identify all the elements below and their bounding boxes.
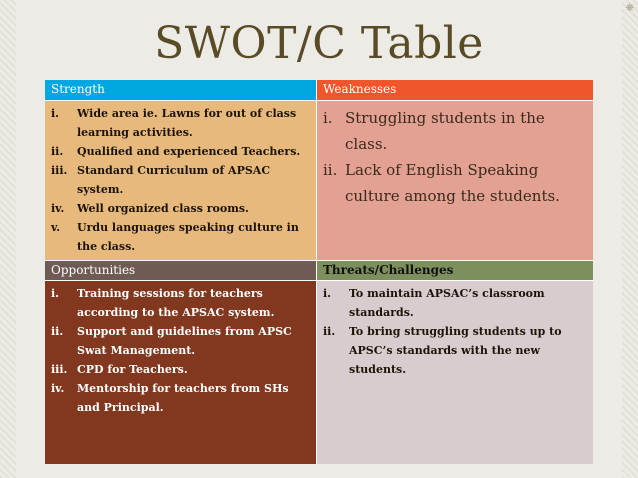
list-item — [51, 161, 310, 199]
list-text: Qualified and experienced Teachers. — [77, 145, 301, 158]
list-number: iv. — [51, 382, 65, 395]
list-text: Well organized class rooms. — [77, 202, 249, 215]
list-number: ii. — [323, 325, 336, 338]
strength-header: Strength — [45, 80, 317, 100]
list-number: ii. — [323, 161, 338, 179]
list-number: i. — [323, 109, 333, 127]
list-item — [323, 157, 587, 209]
list-item — [323, 284, 587, 322]
list-text: Urdu languages speaking culture in the class. — [77, 221, 299, 253]
list-text: Struggling students in the class. — [345, 109, 545, 153]
list-text: Lack of English Speaking culture among the students. — [345, 161, 560, 205]
list-item — [51, 360, 310, 379]
opportunities-cell — [45, 280, 317, 464]
threats-cell — [317, 280, 593, 464]
list-item — [51, 199, 310, 218]
threats-header: Threats/Challenges — [317, 260, 593, 280]
weaknesses-list — [323, 104, 587, 209]
opportunities-header: Opportunities — [45, 260, 317, 280]
list-item — [51, 322, 310, 360]
swot-table — [45, 80, 593, 464]
weaknesses-header: Weaknesses — [317, 80, 593, 100]
list-number: iv. — [51, 202, 65, 215]
list-text: Mentorship for teachers from SHs and Principal. — [77, 382, 289, 414]
list-item — [51, 142, 310, 161]
list-text: To maintain APSAC’s classroom standards. — [349, 287, 545, 319]
list-number: iii. — [51, 363, 68, 376]
corner-ornament-icon: ❋ — [625, 3, 634, 14]
list-text: Training sessions for teachers according to the APSAC system. — [77, 287, 275, 319]
list-text: CPD for Teachers. — [77, 363, 188, 376]
list-text: Support and guidelines from APSC Swat Management. — [77, 325, 292, 357]
threats-list — [323, 284, 587, 379]
strength-list — [51, 104, 310, 256]
list-item — [51, 104, 310, 142]
list-number: i. — [323, 287, 332, 300]
opportunities-list — [51, 284, 310, 417]
strength-cell — [45, 100, 317, 260]
list-number: v. — [51, 221, 61, 234]
list-item — [51, 379, 310, 417]
list-text: To bring struggling students up to APSC’s standards with the new students. — [349, 325, 562, 376]
slide-title: SWOT/C Table — [154, 18, 484, 69]
list-number: i. — [51, 107, 60, 120]
list-number: ii. — [51, 145, 64, 158]
list-item — [51, 218, 310, 256]
weaknesses-cell — [317, 100, 593, 260]
list-number: i. — [51, 287, 60, 300]
list-text: Standard Curriculum of APSAC system. — [77, 164, 271, 196]
list-text: Wide area ie. Lawns for out of class learning activities. — [77, 107, 297, 139]
list-item — [51, 284, 310, 322]
list-item — [323, 105, 587, 157]
list-item — [323, 322, 587, 379]
list-number: ii. — [51, 325, 64, 338]
list-number: iii. — [51, 164, 68, 177]
